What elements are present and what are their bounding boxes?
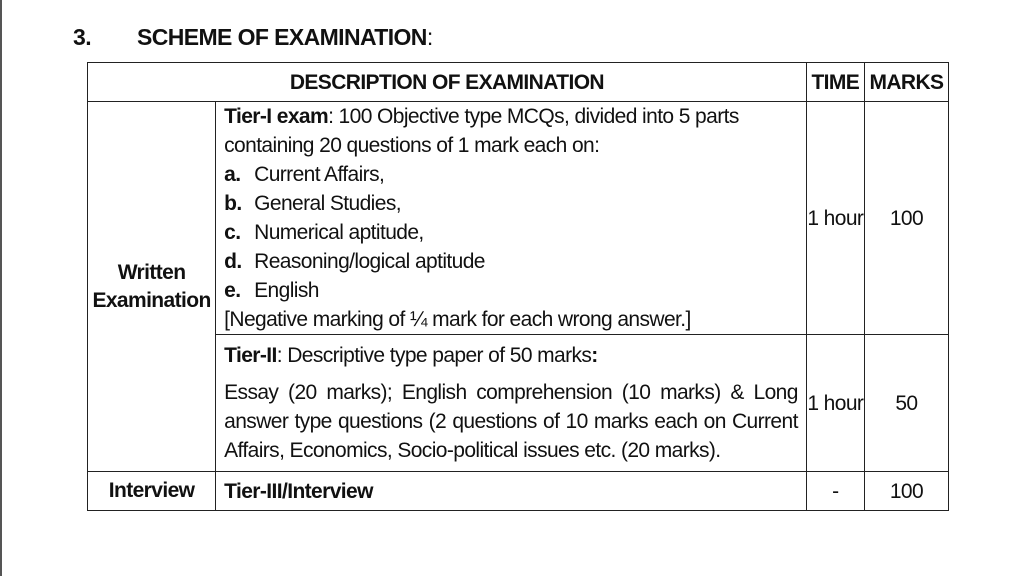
list-item-letter: d. xyxy=(224,250,242,273)
tier1-intro: : 100 Objective type MCQs, divided into 5 parts containing 20 questions of 1 mark each on: xyxy=(224,105,739,157)
interview-description-text: Tier-III/Interview xyxy=(224,479,373,503)
tier2-intro: : Descriptive type paper of 50 marks xyxy=(276,344,592,367)
list-item xyxy=(224,160,798,189)
list-item-text: Current Affairs, xyxy=(254,163,385,186)
list-item-text: English xyxy=(254,279,319,302)
table-row-tier2 xyxy=(88,335,949,472)
list-item xyxy=(224,276,798,305)
list-item-letter: a. xyxy=(224,163,241,186)
table-header-row xyxy=(88,63,949,102)
written-label-line1: Written xyxy=(117,260,186,284)
tier2-intro-paragraph xyxy=(224,341,798,370)
tier1-negative-marking-note: [Negative marking of ¼ mark for each wrong answer.] xyxy=(224,308,691,331)
tier1-time: 1 hour xyxy=(806,102,864,335)
table-row-tier1 xyxy=(88,102,949,335)
interview-label: Interview xyxy=(88,472,216,511)
spacer xyxy=(224,370,798,378)
list-item xyxy=(224,189,798,218)
header-time: TIME xyxy=(806,63,864,102)
written-label-line2: Examination xyxy=(92,288,211,312)
interview-description xyxy=(216,472,807,511)
tier2-title: Tier-II xyxy=(224,344,277,367)
section-title-colon: : xyxy=(426,24,433,50)
header-marks: MARKS xyxy=(864,63,948,102)
section-number: 3. xyxy=(73,24,91,50)
list-item-text: General Studies, xyxy=(254,192,401,215)
list-item-text: Numerical aptitude, xyxy=(254,221,424,244)
list-item xyxy=(224,218,798,247)
tier2-intro-colon: : xyxy=(591,344,598,367)
list-item-letter: e. xyxy=(224,279,241,302)
list-item xyxy=(224,247,798,276)
section-title: SCHEME OF EXAMINATION xyxy=(137,24,427,50)
list-item-letter: c. xyxy=(224,221,241,244)
tier2-description xyxy=(216,335,807,472)
interview-time: - xyxy=(806,472,864,511)
examination-scheme-table xyxy=(87,62,949,511)
tier2-marks: 50 xyxy=(864,335,948,472)
interview-marks: 100 xyxy=(864,472,948,511)
tier1-description xyxy=(216,102,807,335)
tier2-details: Essay (20 marks); English comprehension (10 marks) & Long answer type questions (2 questions of 10 marks each on Current Affairs, Economics, Socio-political issues etc. (20 marks). xyxy=(224,381,798,462)
tier2-time: 1 hour xyxy=(806,335,864,472)
list-item-letter: b. xyxy=(224,192,242,215)
tier1-intro-paragraph xyxy=(224,102,798,160)
page-edge-rule xyxy=(0,0,2,576)
list-item-text: Reasoning/logical aptitude xyxy=(254,250,485,273)
table-row-interview xyxy=(88,472,949,511)
section-heading xyxy=(73,24,433,51)
tier1-title: Tier-I exam xyxy=(224,105,329,128)
tier1-marks: 100 xyxy=(864,102,948,335)
header-description: DESCRIPTION OF EXAMINATION xyxy=(88,63,807,102)
written-examination-label xyxy=(88,102,216,472)
